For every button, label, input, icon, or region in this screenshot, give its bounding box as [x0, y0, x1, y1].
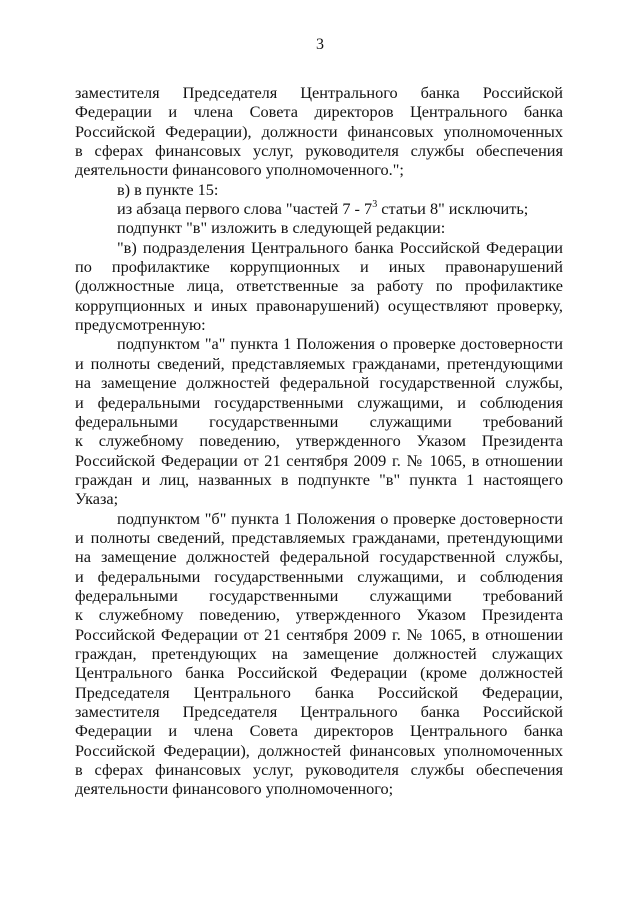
text-line: подпунктом "а" пункта 1 Положения о проверке достоверности	[117, 334, 563, 354]
text-line: Центрального банка Российской Федерации (кроме должностей	[75, 663, 563, 683]
text-line	[75, 199, 563, 218]
text-line: граждан и лиц, названных в подпункте "в" пункта 1 настоящего	[75, 469, 563, 489]
text-line: заместителя Председателя Центрального банка Российской	[75, 83, 563, 102]
text-line: федеральными государственными служащими требований	[75, 585, 563, 605]
text-line: граждан, претендующих на замещение должностей служащих	[75, 643, 563, 663]
text-line: деятельности финансового уполномоченного;	[75, 779, 394, 799]
text-line: федеральными государственными служащими требований	[75, 411, 563, 431]
text-line: и федеральными государственными служащими, и соблюдения	[75, 566, 563, 586]
superscript: 3	[372, 198, 378, 210]
text-line: "в) подразделения Центрального банка Российской Федерации	[117, 237, 563, 257]
text-line: подпунктом "б" пункта 1 Положения о проверке достоверности	[117, 508, 563, 528]
text-line: Федерации и члена Совета директоров Центрального банка	[75, 102, 563, 122]
text-line: Федерации и члена Совета директоров Центрального банка	[75, 721, 563, 741]
text-line: (должностные лица, ответственные за работу по профилактике	[75, 276, 563, 296]
text-line: Указа;	[75, 489, 119, 509]
document-body	[75, 83, 563, 799]
text-line: Российской Федерации), должностей финансовых уполномоченных	[75, 740, 563, 760]
text-fragment: статьи 8" исключить;	[377, 199, 529, 219]
text-line: на замещение должностей федеральной государственной службы,	[75, 547, 563, 567]
text-line: и полноты сведений, представляемых гражданами, претендующими	[75, 353, 563, 373]
text-line: по профилактике коррупционных и иных правонарушений	[75, 257, 563, 277]
text-line: Российской Федерации от 21 сентября 2009 г. № 1065, в отношении	[75, 450, 563, 470]
text-line: к служебному поведению, утвержденного Указом Президента	[75, 431, 563, 451]
text-line: на замещение должностей федеральной государственной службы,	[75, 373, 563, 393]
text-line: деятельности финансового уполномоченного.";	[75, 160, 404, 180]
text-line: заместителя Председателя Центрального банка Российской	[75, 702, 563, 721]
text-line: коррупционных и иных правонарушений) осуществляют проверку,	[75, 295, 563, 315]
text-line: предусмотренную:	[75, 315, 206, 335]
text-line: Председателя Центрального банка Российской Федерации,	[75, 682, 563, 702]
text-line: в сферах финансовых услуг, руководителя службы обеспечения	[75, 141, 563, 161]
text-line: к служебному поведению, утвержденного Указом Президента	[75, 605, 563, 625]
text-line: подпункт "в" изложить в следующей редакции:	[117, 218, 446, 238]
text-line: в) в пункте 15:	[117, 179, 219, 199]
text-line: и федеральными государственными служащими, и соблюдения	[75, 392, 563, 412]
page-number: 3	[316, 36, 324, 53]
text-fragment: из абзаца первого слова "частей 7 - 7	[117, 199, 373, 219]
text-line: в сферах финансовых услуг, руководителя службы обеспечения	[75, 760, 563, 780]
text-line: Российской Федерации), должности финансовых уполномоченных	[75, 121, 563, 141]
text-line: и полноты сведений, представляемых гражданами, претендующими	[75, 527, 563, 547]
text-line: Российской Федерации от 21 сентября 2009 г. № 1065, в отношении	[75, 624, 563, 644]
